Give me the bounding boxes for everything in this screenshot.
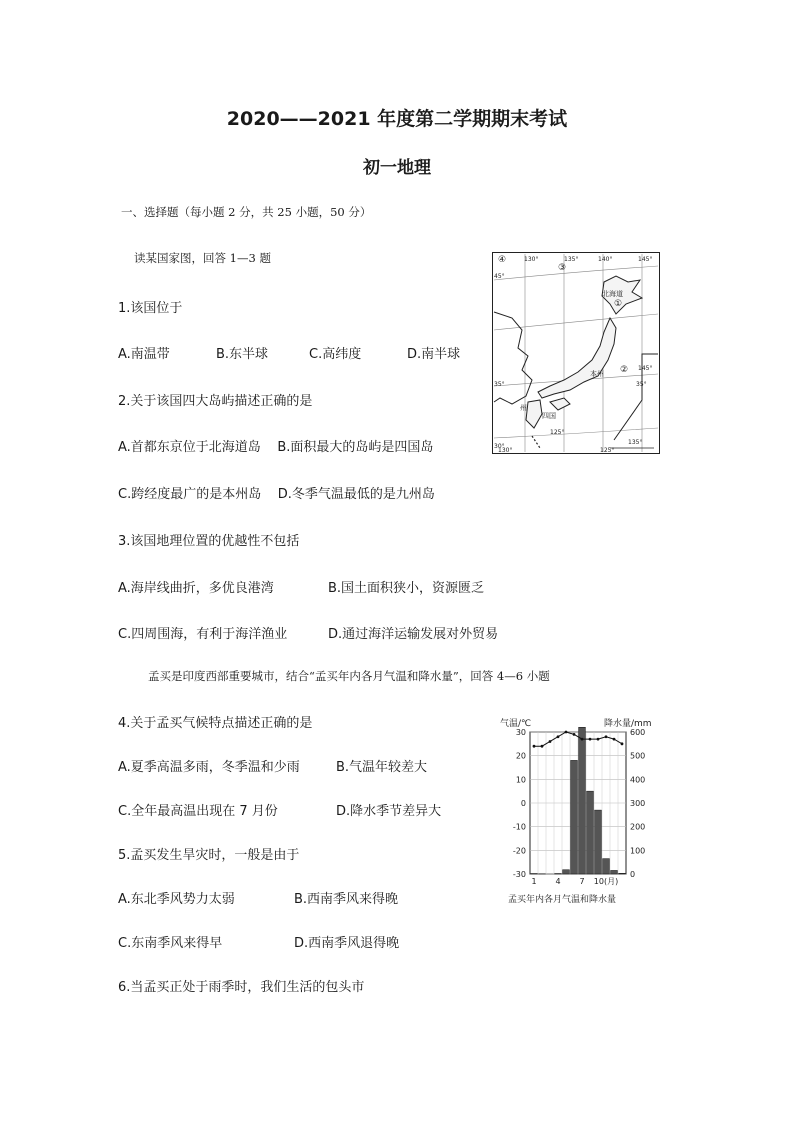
precip-tick-label: 300 (630, 799, 646, 808)
precip-bar (587, 791, 594, 874)
question-stem: 5.孟买发生旱灾时，一般是由于 (118, 848, 300, 863)
question-stem: 4.关于孟买气候特点描述正确的是 (118, 716, 313, 731)
intro-text: 孟买是印度西部重要城市，结合“孟买年内各月气温和降水量”，回答 4—6 小题 (148, 669, 550, 683)
option-d: D.降水季节差异大 (336, 804, 442, 819)
climate-chart (498, 714, 664, 910)
temp-tick-label: -20 (512, 846, 526, 856)
page-title: 2020——2021 年度第二学期期末考试 (226, 108, 568, 130)
temp-tick-label: 30 (515, 728, 526, 737)
map-place-honshu: 本州 (590, 370, 604, 378)
map-lon-label: 135° (564, 256, 579, 263)
map-lon-label: 125° (550, 429, 565, 436)
map-place-hokkaido: 北海道 (602, 290, 623, 298)
map-lat-label: 30° (494, 443, 505, 450)
intro-text: 读某国家图，回答 1—3 题 (134, 251, 271, 265)
option-b: B.气温年较差大 (336, 760, 428, 775)
option-a: A.海岸线曲折，多优良港湾 (118, 581, 274, 596)
precip-tick-label: 500 (630, 751, 646, 761)
option-d: D.南半球 (407, 347, 461, 362)
precip-tick-label: 200 (630, 822, 646, 832)
map-label-4: ④ (498, 255, 507, 265)
map-place-shikoku: 四国 (542, 412, 556, 420)
option-d: D.西南季风退得晚 (294, 936, 400, 951)
month-tick-label: 10(月) (593, 877, 619, 886)
option-c: C.东南季风来得早 (118, 936, 223, 951)
map-lon-label: 135° (628, 439, 643, 446)
option-c: C.四周围海，有利于海洋渔业 (118, 627, 288, 642)
page-subtitle: 初一地理 (363, 158, 431, 178)
temp-tick-label: -30 (512, 870, 526, 879)
option-ab: A.首都东京位于北海道岛 B.面积最大的岛屿是四国岛 (118, 440, 434, 455)
right-axis-label: 降水量/mm (604, 719, 652, 729)
precip-bar (579, 727, 586, 874)
precip-bar (611, 870, 618, 874)
question-stem: 2.关于该国四大岛屿描述正确的是 (118, 394, 313, 409)
map-lon-label: 140° (598, 256, 613, 263)
question-stem: 1.该国位于 (118, 301, 183, 316)
question-stem: 3.该国地理位置的优越性不包括 (118, 534, 300, 549)
precip-tick-label: 100 (630, 846, 646, 856)
japan-map (492, 252, 660, 454)
map-lat-label: 35° (636, 381, 647, 388)
map-label-3: ③ (558, 263, 567, 273)
precip-bar (603, 859, 610, 874)
question-stem: 6.当孟买正处于雨季时，我们生活的包头市 (118, 980, 365, 995)
temp-tick-label: 0 (520, 799, 526, 808)
precip-bar (571, 760, 578, 874)
option-a: A.东北季风势力太弱 (118, 892, 235, 907)
left-axis-label: 气温/℃ (500, 719, 532, 729)
map-lon-label: 130° (498, 447, 513, 454)
option-b: B.西南季风来得晚 (294, 892, 399, 907)
map-lon-label: 145° (638, 256, 653, 263)
month-tick-label: 1 (531, 877, 537, 886)
option-a: A.夏季高温多雨，冬季温和少雨 (118, 760, 300, 775)
temperature-point (541, 745, 544, 748)
option-b: B.国土面积狭小，资源匮乏 (328, 581, 485, 596)
temperature-point (613, 738, 616, 741)
map-place-kyushu: 州 (520, 404, 527, 412)
map-lat-label: 145° (638, 365, 653, 372)
map-lon-label: 125° (600, 447, 615, 454)
option-b: B.东半球 (216, 347, 269, 362)
temperature-point (533, 745, 536, 748)
option-a: A.南温带 (118, 347, 170, 362)
map-lon-label: 130° (524, 256, 539, 263)
temperature-point (621, 742, 624, 745)
map-label-2: ② (620, 365, 629, 375)
precip-bar (595, 810, 602, 874)
temperature-point (597, 738, 600, 741)
temperature-point (565, 731, 568, 734)
month-tick-label: 7 (579, 877, 585, 886)
temperature-point (557, 735, 560, 738)
option-c: C.全年最高温出现在 7 月份 (118, 804, 278, 819)
precip-tick-label: 0 (630, 870, 636, 879)
map-lat-label: 45° (494, 273, 505, 280)
temperature-point (581, 738, 584, 741)
precip-bar (619, 873, 626, 874)
temperature-point (549, 740, 552, 743)
option-cd: C.跨经度最广的是本州岛 D.冬季气温最低的是九州岛 (118, 487, 435, 502)
chart-title: 孟买年内各月气温和降水量 (508, 895, 617, 905)
precip-tick-label: 600 (630, 728, 646, 737)
temp-tick-label: -10 (512, 822, 526, 832)
temperature-point (589, 738, 592, 741)
temp-tick-label: 10 (515, 775, 526, 785)
map-lat-label: 35° (494, 381, 505, 388)
map-label-1: ① (614, 299, 623, 309)
temperature-point (573, 733, 576, 736)
section-heading: 一、选择题（每小题 2 分，共 25 小题，50 分） (121, 205, 372, 219)
temperature-point (605, 735, 608, 738)
temp-tick-label: 20 (515, 751, 526, 761)
option-c: C.高纬度 (309, 347, 362, 362)
month-tick-label: 4 (555, 877, 561, 886)
precip-bar (563, 870, 570, 874)
precip-tick-label: 400 (630, 775, 646, 785)
option-d: D.通过海洋运输发展对外贸易 (328, 627, 499, 642)
